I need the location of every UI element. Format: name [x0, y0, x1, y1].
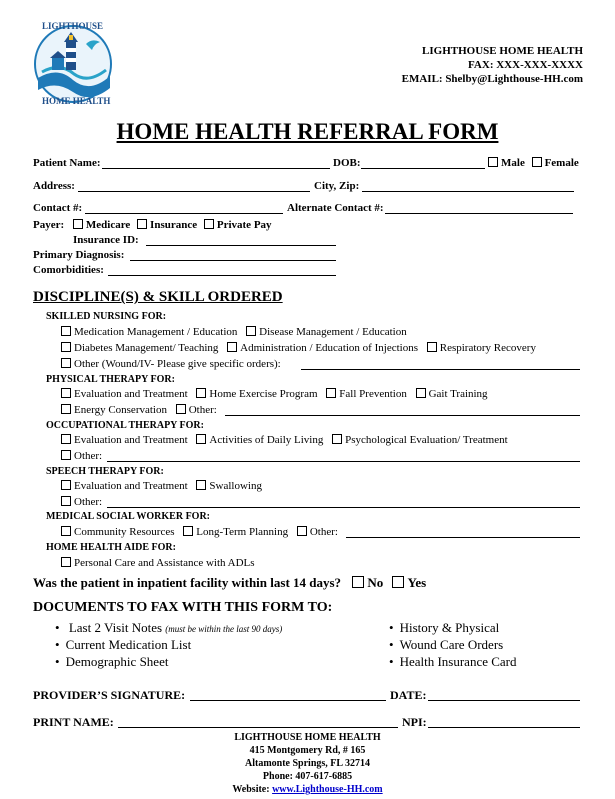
- pt-gait-label: Gait Training: [428, 388, 488, 400]
- skilled-nursing-row2: [61, 342, 542, 354]
- sn-injections-label: Administration / Education of Injections: [240, 342, 418, 354]
- inpatient-yes-label: Yes: [407, 575, 427, 590]
- sex-options: [488, 157, 579, 169]
- pt-other-checkbox[interactable]: [176, 404, 186, 414]
- sn-med-mgmt-checkbox[interactable]: [61, 326, 71, 336]
- msw-longterm-label: Long-Term Planning: [196, 526, 289, 538]
- header-email: EMAIL: Shelby@Lighthouse-HH.com: [401, 73, 583, 85]
- doc-history-physical-label: History & Physical: [399, 620, 500, 635]
- aide-row1: [61, 557, 255, 569]
- doc-medication-list-label: Current Medication List: [65, 637, 192, 652]
- st-swallow-checkbox[interactable]: [196, 480, 206, 490]
- speech-therapy-label: SPEECH THERAPY FOR:: [46, 466, 164, 477]
- msw-other-checkbox[interactable]: [297, 526, 307, 536]
- payer-private-pay: Private Pay: [216, 219, 272, 231]
- pt-fall-label: Fall Prevention: [339, 388, 407, 400]
- payer-row: [33, 219, 272, 231]
- pt-other-label: Other:: [188, 404, 217, 416]
- provider-signature-label: PROVIDER’S SIGNATURE:: [33, 688, 186, 702]
- provider-signature-field[interactable]: [190, 700, 386, 701]
- sn-injections-checkbox[interactable]: [227, 342, 237, 352]
- npi-field[interactable]: [428, 727, 580, 728]
- footer-company: LIGHTHOUSE HOME HEALTH: [234, 732, 381, 743]
- payer-label: Payer:: [33, 219, 65, 231]
- pt-energy-label: Energy Conservation: [74, 404, 167, 416]
- sn-diabetes-label: Diabetes Management/ Teaching: [74, 342, 219, 354]
- physical-therapy-row1: [61, 388, 494, 400]
- ot-adl-checkbox[interactable]: [196, 434, 206, 444]
- msw-other-field[interactable]: [346, 537, 580, 538]
- sn-respiratory-checkbox[interactable]: [427, 342, 437, 352]
- company-logo: [28, 18, 118, 110]
- sn-disease-mgmt-checkbox[interactable]: [246, 326, 256, 336]
- doc-wound-care: [389, 637, 503, 653]
- footer-phone: Phone: 407-617-6885: [262, 771, 353, 782]
- city-zip-field[interactable]: [362, 191, 574, 192]
- doc-insurance-card-label: Health Insurance Card: [399, 654, 517, 669]
- ot-other-label: Other:: [74, 450, 103, 462]
- occupational-therapy-row1: [61, 434, 514, 446]
- comorbidities-label: Comorbidities:: [33, 264, 104, 276]
- diagnosis-label: Primary Diagnosis:: [33, 249, 125, 261]
- pt-hep-label: Home Exercise Program: [209, 388, 318, 400]
- aide-personal-care-checkbox[interactable]: [61, 557, 71, 567]
- header-company: LIGHTHOUSE HOME HEALTH: [422, 45, 583, 57]
- print-name-field[interactable]: [118, 727, 398, 728]
- insurance-checkbox[interactable]: [137, 219, 147, 229]
- skilled-nursing-other: [61, 358, 281, 370]
- dob-field[interactable]: [361, 168, 485, 169]
- diagnosis-field[interactable]: [130, 260, 336, 261]
- pt-fall-checkbox[interactable]: [326, 388, 336, 398]
- doc-visit-notes-label: Last 2 Visit Notes: [68, 620, 163, 635]
- footer-address1: 415 Montgomery Rd, # 165: [249, 745, 366, 756]
- doc-demographic-sheet: [55, 654, 168, 670]
- sn-diabetes-checkbox[interactable]: [61, 342, 71, 352]
- doc-insurance-card: [389, 654, 517, 670]
- sn-med-mgmt-label: Medication Management / Education: [74, 326, 238, 338]
- speech-therapy-row1: [61, 480, 268, 492]
- inpatient-yes-checkbox[interactable]: [392, 576, 404, 588]
- st-other-label: Other:: [74, 496, 103, 508]
- npi-label: NPI:: [402, 715, 427, 729]
- msw-longterm-checkbox[interactable]: [183, 526, 193, 536]
- inpatient-question: Was the patient in inpatient facility within last 14 days?: [33, 575, 342, 590]
- doc-visit-notes-note: (must be within the last 90 days): [165, 624, 283, 634]
- ot-eval-label: Evaluation and Treatment: [74, 434, 188, 446]
- inpatient-no-label: No: [367, 575, 384, 590]
- female-checkbox[interactable]: [532, 157, 542, 167]
- skilled-nursing-label: SKILLED NURSING FOR:: [46, 311, 167, 322]
- aide-personal-care-label: Personal Care and Assistance with ADLs: [74, 557, 255, 569]
- medicare-checkbox[interactable]: [73, 219, 83, 229]
- header-fax: FAX: XXX-XXX-XXXX: [468, 59, 583, 71]
- form-title: HOME HEALTH REFERRAL FORM: [116, 119, 499, 144]
- pt-hep-checkbox[interactable]: [196, 388, 206, 398]
- ot-psych-checkbox[interactable]: [332, 434, 342, 444]
- occupational-therapy-other: [61, 450, 102, 462]
- contact-field[interactable]: [85, 213, 283, 214]
- aide-label: HOME HEALTH AIDE FOR:: [46, 542, 176, 553]
- female-label: Female: [544, 157, 579, 169]
- date-label: DATE:: [390, 688, 427, 702]
- insurance-id-label: Insurance ID:: [73, 234, 139, 246]
- alt-contact-field[interactable]: [385, 213, 573, 214]
- sn-other-label: Other (Wound/IV- Please give specific orders):: [74, 358, 281, 370]
- pt-gait-checkbox[interactable]: [416, 388, 426, 398]
- physical-therapy-row2: [61, 404, 217, 416]
- sn-respiratory-label: Respiratory Recovery: [439, 342, 536, 354]
- speech-therapy-other: [61, 496, 102, 508]
- insurance-id-field[interactable]: [146, 245, 336, 246]
- male-checkbox[interactable]: [488, 157, 498, 167]
- msw-community-checkbox[interactable]: [61, 526, 71, 536]
- documents-heading: DOCUMENTS TO FAX WITH THIS FORM TO:: [33, 600, 333, 615]
- patient-name-field[interactable]: [102, 168, 330, 169]
- social-worker-label: MEDICAL SOCIAL WORKER FOR:: [46, 511, 211, 522]
- doc-visit-notes: [55, 620, 282, 636]
- st-other-checkbox[interactable]: [61, 496, 71, 506]
- st-other-field[interactable]: [107, 507, 580, 508]
- inpatient-no-checkbox[interactable]: [352, 576, 364, 588]
- discipline-heading: DISCIPLINE(S) & SKILL ORDERED: [33, 289, 283, 305]
- logo-text-bottom: HOME HEALTH: [42, 96, 111, 106]
- male-label: Male: [501, 157, 525, 169]
- footer-website-link[interactable]: www.Lighthouse-HH.com: [272, 784, 383, 795]
- doc-demographic-sheet-label: Demographic Sheet: [65, 654, 169, 669]
- ot-psych-label: Psychological Evaluation/ Treatment: [345, 434, 508, 446]
- st-swallow-label: Swallowing: [209, 480, 262, 492]
- occupational-therapy-label: OCCUPATIONAL THERAPY FOR:: [46, 420, 204, 431]
- address-field[interactable]: [78, 191, 310, 192]
- msw-other-label: Other:: [309, 526, 338, 538]
- logo-text-top: LIGHTHOUSE: [42, 21, 104, 31]
- ot-eval-checkbox[interactable]: [61, 434, 71, 444]
- payer-medicare: Medicare: [85, 219, 131, 231]
- ot-other-field[interactable]: [107, 461, 580, 462]
- pt-eval-label: Evaluation and Treatment: [74, 388, 188, 400]
- payer-insurance: Insurance: [150, 219, 198, 231]
- pt-energy-checkbox[interactable]: [61, 404, 71, 414]
- patient-name-label: Patient Name:: [33, 157, 101, 169]
- footer-website-label: Website:: [232, 784, 270, 795]
- st-eval-label: Evaluation and Treatment: [74, 480, 188, 492]
- city-zip-label: City, Zip:: [314, 180, 360, 192]
- inpatient-question-row: [33, 575, 426, 591]
- footer-website-row: [0, 784, 615, 795]
- physical-therapy-label: PHYSICAL THERAPY FOR:: [46, 374, 175, 385]
- ot-adl-label: Activities of Daily Living: [209, 434, 324, 446]
- private-pay-checkbox[interactable]: [204, 219, 214, 229]
- comorbidities-field[interactable]: [108, 275, 336, 276]
- contact-label: Contact #:: [33, 202, 83, 214]
- ot-other-checkbox[interactable]: [61, 450, 71, 460]
- social-worker-row1: [61, 526, 338, 538]
- pt-other-field[interactable]: [225, 415, 580, 416]
- date-field[interactable]: [428, 700, 580, 701]
- sn-disease-mgmt-label: Disease Management / Education: [259, 326, 407, 338]
- doc-history-physical: [389, 620, 499, 636]
- pt-eval-checkbox[interactable]: [61, 388, 71, 398]
- st-eval-checkbox[interactable]: [61, 480, 71, 490]
- address-label: Address:: [33, 180, 75, 192]
- msw-community-label: Community Resources: [74, 526, 175, 538]
- doc-medication-list: [55, 637, 191, 653]
- skilled-nursing-row1: [61, 326, 413, 338]
- doc-wound-care-label: Wound Care Orders: [399, 637, 504, 652]
- sn-other-field[interactable]: [301, 369, 580, 370]
- sn-other-checkbox[interactable]: [61, 358, 71, 368]
- alt-contact-label: Alternate Contact #:: [287, 202, 384, 214]
- footer-address2: Altamonte Springs, FL 32714: [244, 758, 370, 769]
- print-name-label: PRINT NAME:: [33, 715, 114, 729]
- dob-label: DOB:: [333, 157, 361, 169]
